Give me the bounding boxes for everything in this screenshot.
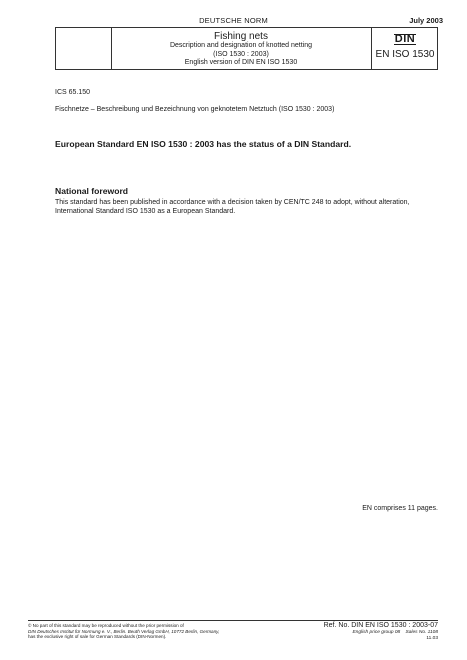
title-block: [55, 27, 438, 70]
norm-label: DEUTSCHE NORM: [199, 16, 268, 25]
title-block-blank-cell: [56, 28, 112, 69]
din-logo: [372, 34, 438, 45]
title-block-standard: [371, 28, 438, 69]
din-logo-text: DIN: [394, 33, 416, 45]
edition-code: 11.03: [426, 636, 438, 641]
english-version-note: English version of DIN EN ISO 1530: [184, 59, 298, 66]
sales-number: Sales No. 1108: [405, 630, 438, 635]
german-title: Fischnetze – Beschreibung und Bezeichnung von geknotetem Netztuch (ISO 1530 : 2003): [55, 106, 335, 113]
iso-reference: (ISO 1530 : 2003): [213, 50, 269, 58]
publication-date: July 2003: [409, 16, 443, 25]
standard-number: EN ISO 1530: [375, 49, 435, 60]
document-title: Fishing nets: [214, 31, 268, 42]
reference-number: Ref. No. DIN EN ISO 1530 : 2003-07: [323, 622, 438, 629]
copyright-line-2: DIN Deutsches Institut für Normung e. V., Berlin. Beuth Verlag GmbH, 10772 Berlin, Germany,: [28, 628, 220, 634]
national-foreword-body: This standard has been published in accordance with a decision taken by CEN/TC 248 to adopt, without alteration, International Standard ISO 1530 as a European Standard.: [55, 199, 410, 216]
copyright-notice: [28, 623, 288, 640]
copyright-line-3: has the exclusive right of sale for German Standards (DIN-Normen).: [28, 634, 167, 640]
document-subtitle: Description and designation of knotted netting: [169, 42, 313, 49]
page-count: EN comprises 11 pages.: [362, 505, 438, 512]
ics-code: ICS 65.150: [55, 89, 91, 96]
reference-block: [324, 622, 438, 642]
national-foreword-heading: National foreword: [55, 186, 129, 196]
footer-divider: [28, 620, 438, 621]
status-statement: European Standard EN ISO 1530 : 2003 has the status of a DIN Standard.: [55, 139, 352, 149]
price-group: English price group 08: [352, 630, 401, 635]
copyright-line-1: © No part of this standard may be reproduced without the prior permission of: [28, 623, 184, 628]
title-block-center: [111, 28, 371, 69]
